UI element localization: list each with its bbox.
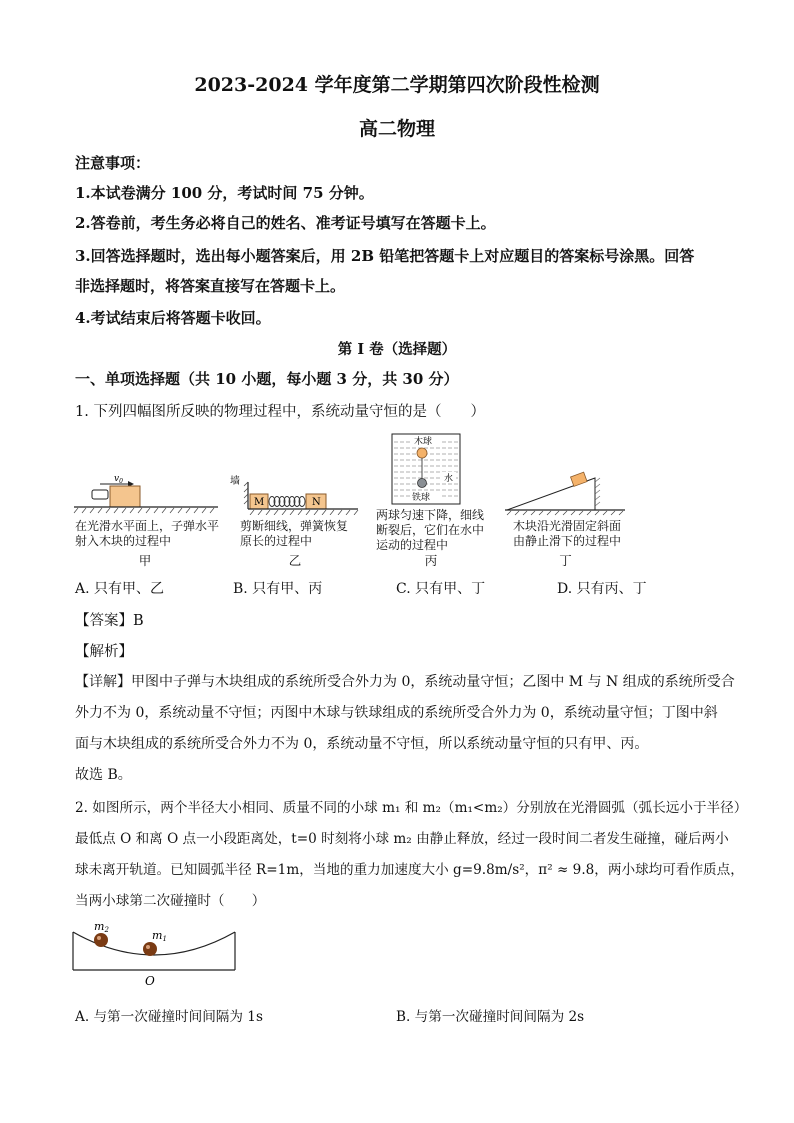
wall-label: 墙 <box>230 476 240 487</box>
notice-item: 非选择题时，将答案直接写在答题卡上。 <box>75 277 346 295</box>
subject-title: 高二物理 <box>358 118 435 140</box>
iron-ball <box>418 479 427 488</box>
figure-jia-caption-2: 射入木块的过程中 <box>75 534 172 548</box>
m2-label: m2 <box>94 922 109 934</box>
figure-q2-arc-track <box>68 922 240 990</box>
spring <box>269 497 305 507</box>
notice-item: 3.回答选择题时，选出每小题答案后，用 2B 铅笔把答题卡上对应题目的答案标号涂黑。回答 <box>75 247 695 265</box>
bullet <box>92 490 108 499</box>
figure-ding-caption-1: 木块沿光滑固定斜面 <box>513 519 622 533</box>
q1-analysis-tag: 【解析】 <box>75 644 133 660</box>
q2-option-b: B. 与第一次碰撞时间间隔为 2s <box>396 1009 585 1025</box>
exam-title: 2023-2024 学年度第二学期第四次阶段性检测 <box>194 74 600 96</box>
figure-bing-caption-2: 断裂后，它们在水中 <box>376 523 485 537</box>
figure-ding-caption-2: 由静止滑下的过程中 <box>513 534 622 548</box>
figure-bing-caption-3: 运动的过程中 <box>376 538 449 552</box>
q2-stem-line: 球未离开轨道。已知圆弧半径 R=1m，当地的重力加速度大小 g=9.8m/s²，π² ≈ 9.8，两小球均可看作质点， <box>75 862 744 878</box>
figure-ding-label: 丁 <box>559 553 572 568</box>
water-label: 水 <box>444 474 454 484</box>
q1-detail-line: 【详解】甲图中子弹与木块组成的系统所受合外力为 0，系统动量守恒；乙图中 M 与 N 组成的系统所受合 <box>75 674 735 690</box>
q1-option-c: C. 只有甲、丁 <box>396 581 486 597</box>
figure-bing-label: 丙 <box>424 553 438 568</box>
q1-option-d: D. 只有丙、丁 <box>557 581 647 597</box>
q1-detail-line: 外力不为 0，系统动量不守恒；丙图中木球与铁球组成的系统所受合外力为 0，系统动量守恒；丁图中斜 <box>75 705 718 721</box>
q1-answer: 【答案】B <box>75 613 144 629</box>
o-label: O <box>145 974 155 988</box>
notice-heading: 注意事项： <box>75 154 151 172</box>
ball-m2 <box>94 933 108 947</box>
wood-block <box>110 486 140 507</box>
figure-jia <box>72 470 222 515</box>
ball-m1 <box>143 942 157 956</box>
figure-ding <box>503 460 628 516</box>
q2-stem-line: 2. 如图所示，两个半径大小相同、质量不同的小球 m₁ 和 m₂（m₁<m₂）分别放在光滑圆弧（弧长远小于半径） <box>75 800 748 816</box>
q1-detail-line: 面与木块组成的系统所受合外力不为 0，系统动量不守恒，所以系统动量守恒的只有甲、丙。 <box>75 736 649 752</box>
block-n-label: N <box>312 497 321 508</box>
notice-item: 2.答卷前，考生务必将自己的姓名、准考证号填写在答题卡上。 <box>75 214 496 232</box>
volume-heading: 第 I 卷（选择题） <box>337 341 457 358</box>
figure-bing-caption-1: 两球匀速下降，细线 <box>376 508 485 522</box>
q1-option-a: A. 只有甲、乙 <box>75 581 165 597</box>
q1-conclusion: 故选 B。 <box>75 767 132 783</box>
figure-jia-label: 甲 <box>138 553 152 568</box>
iron-ball-label: 铁球 <box>412 493 431 503</box>
wood-ball <box>417 448 427 458</box>
q2-stem-line: 最低点 O 和离 O 点一小段距离处，t=0 时刻将小球 m₂ 由静止释放，经过一段时间二者发生碰撞，碰后两小 <box>75 831 729 847</box>
figure-yi-label: 乙 <box>288 553 302 568</box>
q2-option-a: A. 与第一次碰撞时间间隔为 1s <box>75 1009 263 1025</box>
part-heading: 一、单项选择题（共 10 小题，每小题 3 分，共 30 分） <box>75 370 459 388</box>
notice-item: 4.考试结束后将答题卡收回。 <box>75 309 271 327</box>
q1-option-b: B. 只有甲、丙 <box>233 581 323 597</box>
figure-yi-caption-1: 剪断细线，弹簧恢复 <box>240 519 349 533</box>
figure-bing <box>390 432 462 506</box>
block-m-label: M <box>254 497 265 508</box>
wood-ball-label: 木球 <box>414 437 433 447</box>
v0-label: $v_0$ <box>114 474 123 485</box>
notice-item: 1.本试卷满分 100 分，考试时间 75 分钟。 <box>75 184 374 202</box>
q1-stem: 1. 下列四幅图所反映的物理过程中，系统动量守恒的是（ ） <box>75 404 485 420</box>
m1-label: m1 <box>152 929 167 943</box>
figure-jia-caption-1: 在光滑水平面上，子弹水平 <box>75 519 220 533</box>
figure-yi <box>230 472 360 515</box>
q2-stem-line: 当两小球第二次碰撞时（ ） <box>75 893 266 909</box>
figure-yi-caption-2: 原长的过程中 <box>240 534 313 548</box>
